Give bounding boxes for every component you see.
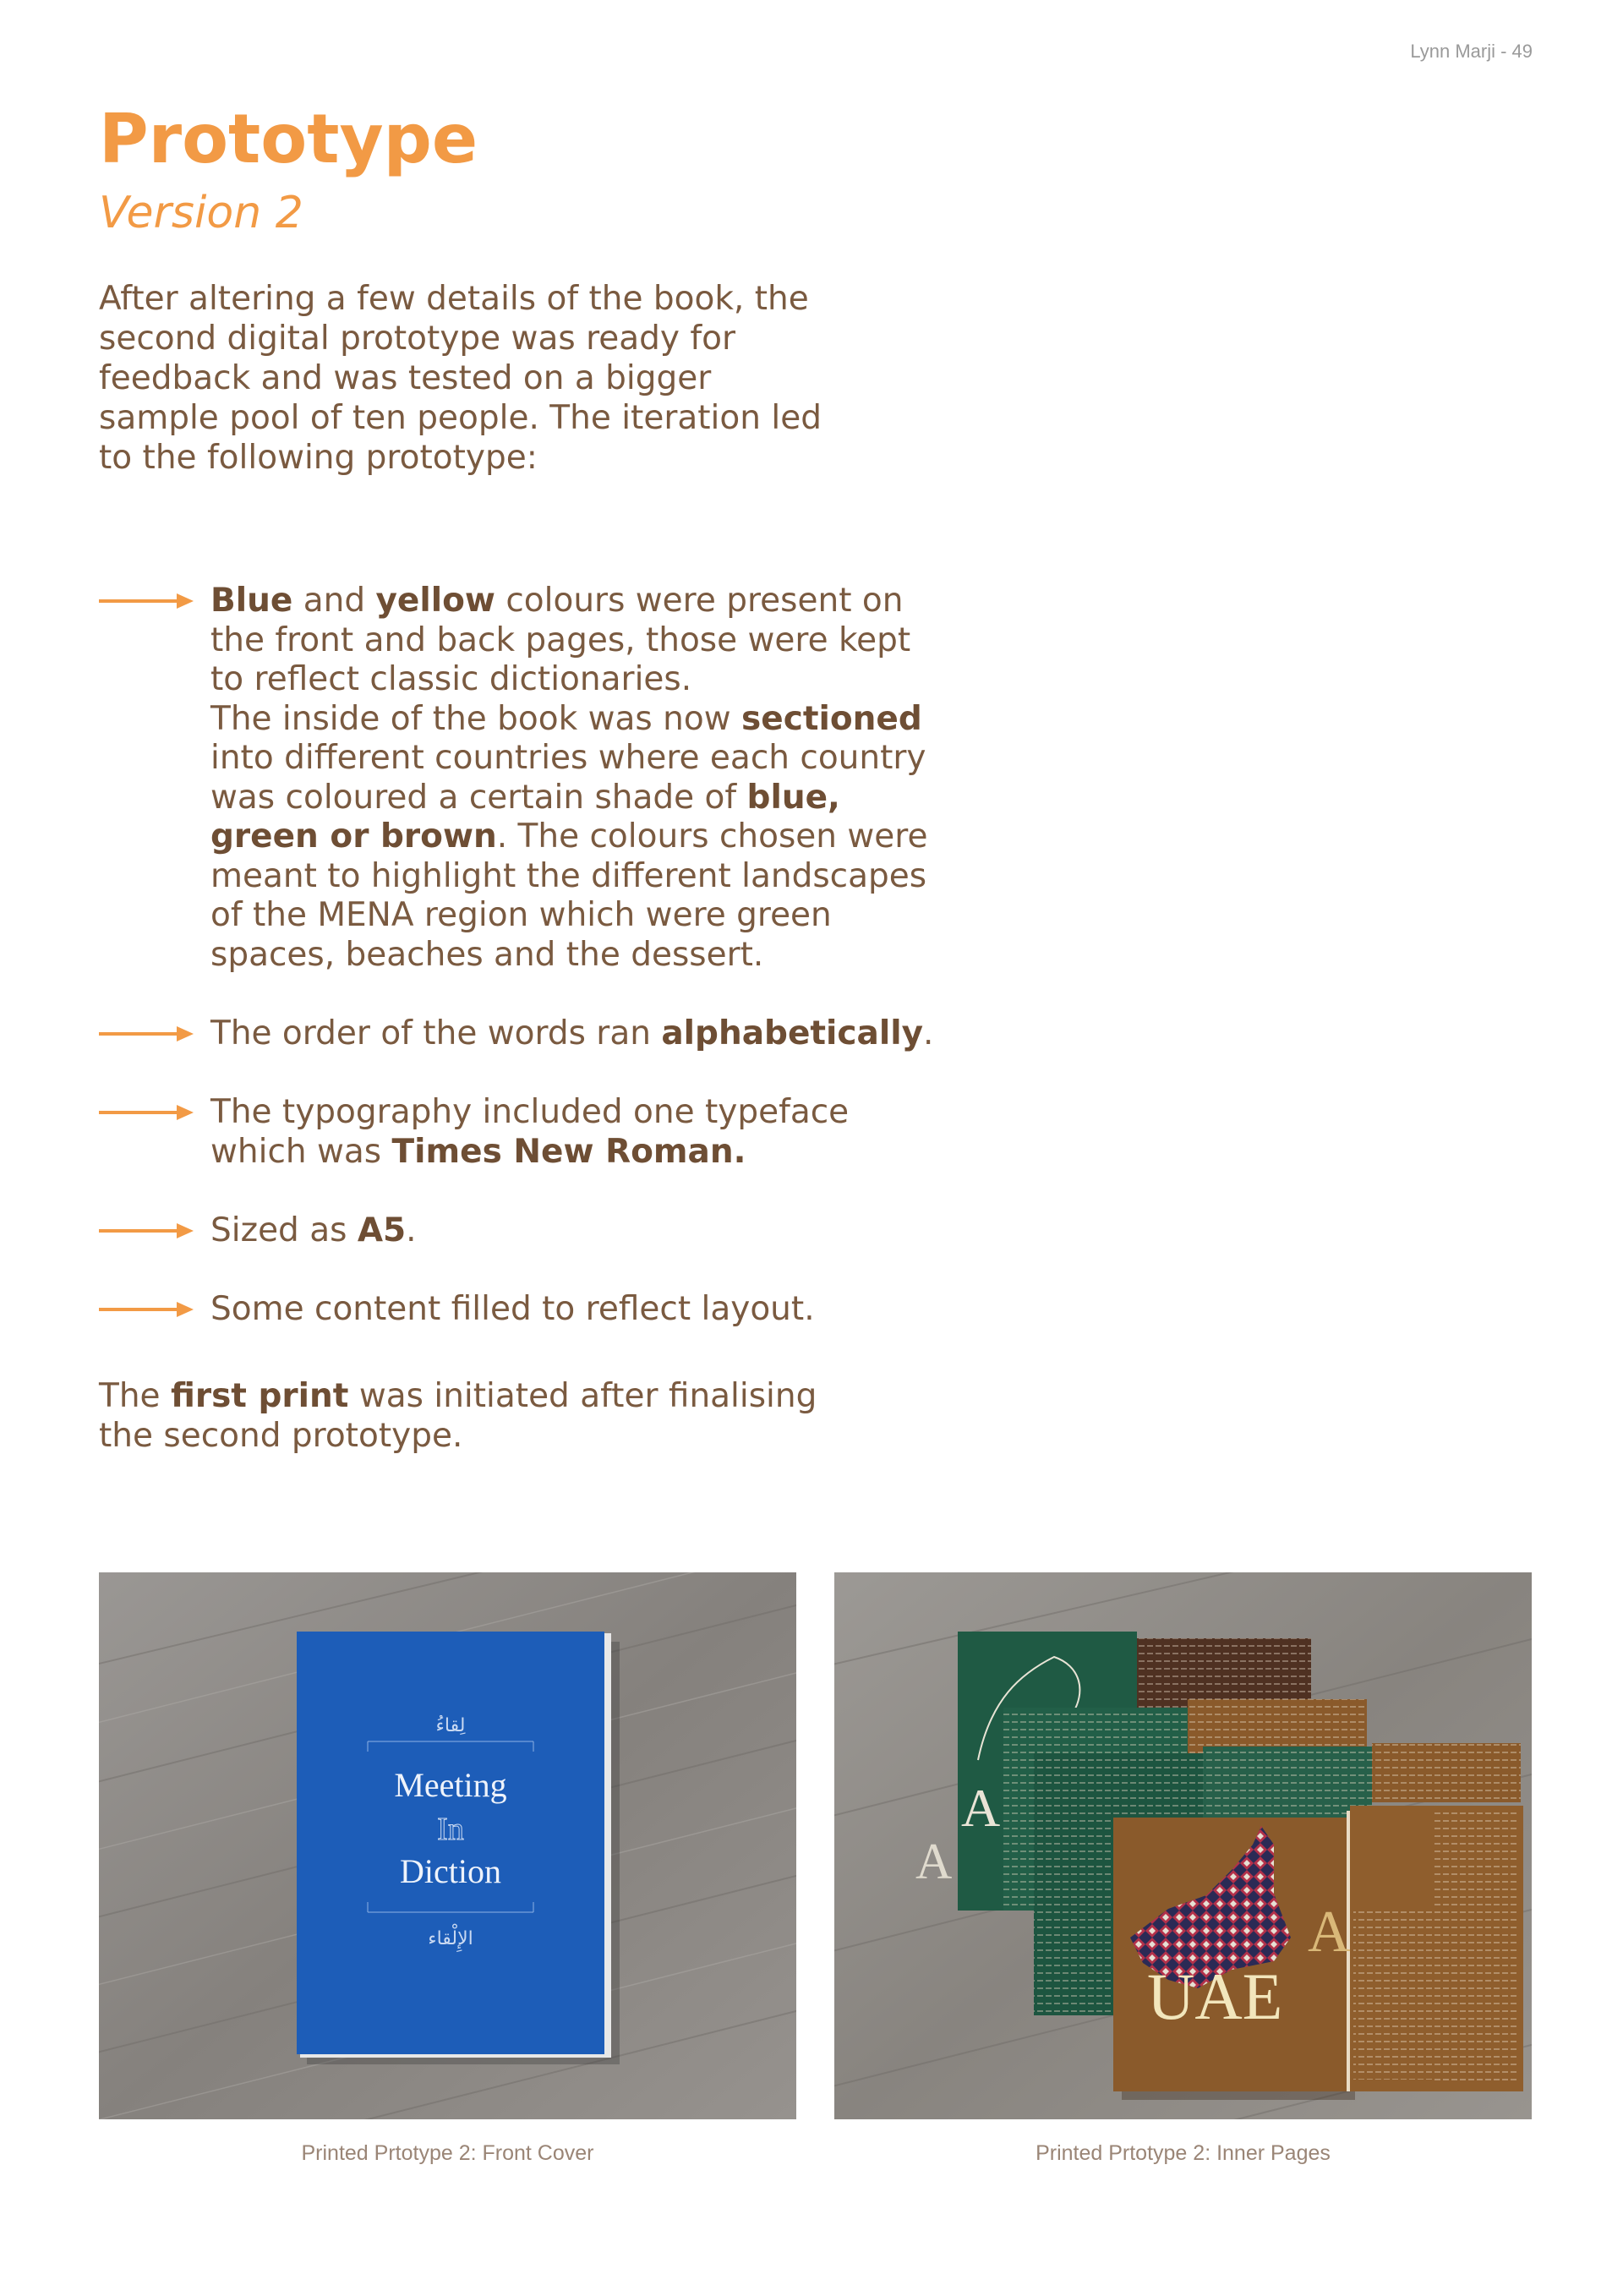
cover-arabic-bottom: الإِلْقاء: [428, 1928, 473, 1949]
page-subtitle: Version 2: [99, 188, 303, 238]
cover-arabic-top: لِقاءُ: [435, 1715, 466, 1736]
body-text: The order of the words ran: [210, 1014, 662, 1052]
cover-title-word: In: [437, 1812, 464, 1847]
spread-letter: A: [1308, 1900, 1351, 1965]
body-text: The inside of the book was now: [210, 699, 742, 738]
arrow-icon: [99, 1024, 195, 1044]
photo-caption: Printed Prtotype 2: Inner Pages: [1036, 2141, 1331, 2165]
emphasis-text: alphabetically: [661, 1014, 924, 1052]
page-title: Prototype: [99, 100, 478, 178]
arrow-icon: [99, 1299, 195, 1320]
body-text: . The colours chosen were meant to highlight the different landscapes of the MENA region which were green spaces, beaches and the dessert.: [210, 817, 928, 974]
arrow-icon: [99, 591, 195, 611]
emphasis-text: blue, green or brown: [210, 778, 840, 856]
body-text: Some content filled to reflect layout.: [210, 1290, 815, 1328]
cover-title-word: Diction: [400, 1852, 501, 1890]
body-text: .: [406, 1211, 417, 1249]
body-text: was initiated after finalising the second prototype.: [99, 1377, 817, 1455]
bullet-text: [210, 1211, 937, 1251]
body-text: colours were present on the front and back pages, those were kept to reflect classic dictionaries.: [210, 582, 911, 698]
body-text: Sized as: [210, 1211, 358, 1249]
spread-uae: [1113, 1806, 1523, 2100]
spread-letter: A: [961, 1778, 1001, 1838]
bullet-text: [210, 582, 937, 975]
bullet-text: [210, 1290, 937, 1330]
bullet-text: [210, 1014, 937, 1054]
cover-title-word: Meeting: [394, 1766, 507, 1804]
closing-paragraph: [99, 1376, 860, 1456]
body-text: The: [99, 1377, 171, 1415]
emphasis-text: sectioned: [741, 699, 922, 738]
bullet-text: [210, 1093, 937, 1172]
arrow-icon: [99, 1221, 195, 1241]
emphasis-text: Times New Roman.: [391, 1132, 746, 1171]
spread-country-label: UAE: [1147, 1960, 1283, 2033]
spread-letter: A: [915, 1834, 953, 1889]
emphasis-text: first print: [170, 1377, 349, 1415]
body-text: and: [292, 582, 376, 620]
arrow-icon: [99, 1102, 195, 1123]
emphasis-text: yellow: [375, 582, 495, 620]
emphasis-text: Blue: [210, 582, 293, 620]
body-text: into different countries where each country was coloured a certain shade of: [210, 739, 926, 817]
emphasis-text: A5: [357, 1211, 407, 1249]
page-number: Lynn Marji - 49: [1410, 41, 1533, 62]
photo-caption: Printed Prtotype 2: Front Cover: [301, 2141, 594, 2165]
inner-pages-photo: [834, 1572, 1532, 2119]
body-text: .: [923, 1014, 934, 1052]
intro-paragraph: After altering a few details of the book, the second digital prototype was ready for feedback and was tested on a bigger sample pool of ten people. The iteration led to the following prototype:: [99, 280, 822, 477]
front-cover-photo: [99, 1572, 796, 2119]
body-text: The typography included one typeface which was: [210, 1093, 850, 1171]
